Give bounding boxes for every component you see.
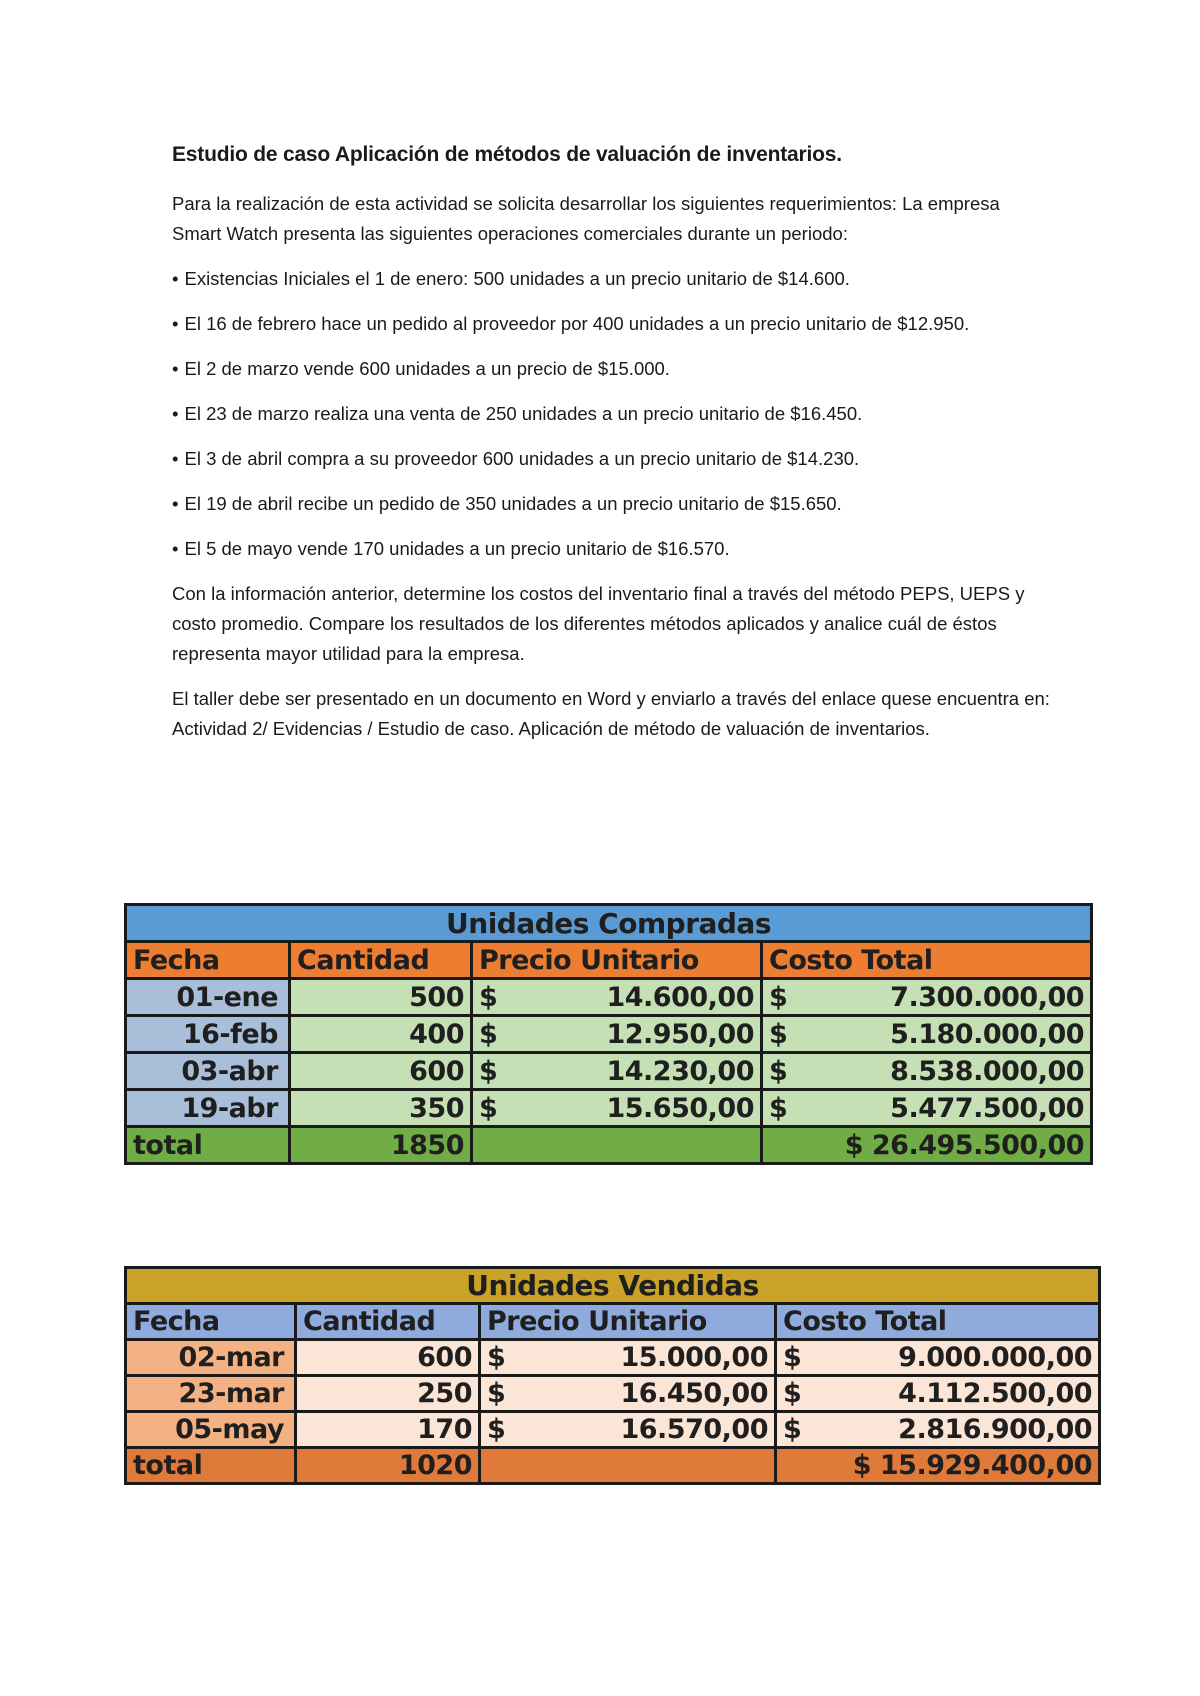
bullet-item — [172, 309, 1052, 339]
intro-paragraph: Para la realización de esta actividad se solicita desarrollar los siguientes requerimientos: La empresa Smart Watch presenta las siguientes operaciones comerciales durante un periodo: — [172, 193, 1000, 244]
bullet-icon: • — [172, 358, 179, 379]
column-header: Precio Unitario — [472, 942, 762, 979]
total-cantidad: 1020 — [296, 1448, 480, 1484]
bullet-item — [172, 399, 1052, 429]
fecha-cell: 23-mar — [126, 1376, 296, 1412]
bullet-text: El 2 de marzo vende 600 unidades a un precio de $15.000. — [184, 358, 670, 379]
currency-symbol: $ — [783, 1342, 802, 1373]
precio-cell: $ 16.570,00 — [480, 1412, 776, 1448]
cantidad-cell: 170 — [296, 1412, 480, 1448]
cantidad-cell: 600 — [296, 1340, 480, 1376]
costo-cell: $ 4.112.500,00 — [776, 1376, 1100, 1412]
total-row — [126, 1448, 1100, 1484]
column-header: Precio Unitario — [480, 1304, 776, 1340]
bullet-item — [172, 264, 1052, 294]
total-label: total — [126, 1127, 290, 1164]
currency-symbol: $ — [769, 981, 788, 1013]
total-cantidad: 1850 — [290, 1127, 472, 1164]
cantidad-cell: 600 — [290, 1053, 472, 1090]
total-row — [126, 1127, 1092, 1164]
total-label: total — [126, 1448, 296, 1484]
table-row — [126, 1053, 1092, 1090]
compradas-table — [124, 903, 1093, 1165]
bullet-item — [172, 444, 1052, 474]
bullet-item — [172, 354, 1052, 384]
costo-cell: $ 9.000.000,00 — [776, 1340, 1100, 1376]
currency-symbol: $ — [479, 981, 498, 1013]
column-header: Cantidad — [290, 942, 472, 979]
bullet-text: El 5 de mayo vende 170 unidades a un precio unitario de $16.570. — [184, 538, 730, 559]
bullet-icon: • — [172, 403, 179, 424]
fecha-cell: 01-ene — [126, 979, 290, 1016]
bullet-icon: • — [172, 448, 179, 469]
table-title: Unidades Vendidas — [126, 1268, 1100, 1304]
bullet-item — [172, 534, 1052, 564]
currency-symbol: $ — [479, 1092, 498, 1124]
analysis-paragraph: Con la información anterior, determine los costos del inventario final a través del método PEPS, UEPS y costo promedio. Compare los resultados de los diferentes métodos aplicados y analice cuál de éstos representa mayor utilidad para la empresa. — [172, 583, 1025, 664]
fecha-cell: 16-feb — [126, 1016, 290, 1053]
total-empty-cell — [472, 1127, 762, 1164]
currency-symbol: $ — [487, 1342, 506, 1373]
currency-symbol: $ — [769, 1018, 788, 1050]
bullet-icon: • — [172, 538, 179, 559]
bullet-icon: • — [172, 313, 179, 334]
column-header: Costo Total — [776, 1304, 1100, 1340]
vendidas-table — [124, 1266, 1101, 1485]
total-costo: $ 26.495.500,00 — [762, 1127, 1092, 1164]
fecha-cell: 03-abr — [126, 1053, 290, 1090]
currency-symbol: $ — [769, 1092, 788, 1124]
bullet-text: El 23 de marzo realiza una venta de 250 unidades a un precio unitario de $16.450. — [184, 403, 863, 424]
document-body — [172, 143, 1052, 759]
bullet-icon: • — [172, 493, 179, 514]
delivery-paragraph: El taller debe ser presentado en un documento en Word y enviarlo a través del enlace quese encuentra en: Actividad 2/ Evidencias / Estudio de caso. Aplicación de método de valuación de inventarios. — [172, 688, 1050, 739]
costo-cell: $ 8.538.000,00 — [762, 1053, 1092, 1090]
document-title: Estudio de caso Aplicación de métodos de valuación de inventarios. — [172, 143, 842, 166]
costo-cell: $ 7.300.000,00 — [762, 979, 1092, 1016]
table-row — [126, 1412, 1100, 1448]
cantidad-cell: 250 — [296, 1376, 480, 1412]
table-row — [126, 1016, 1092, 1053]
column-header: Fecha — [126, 942, 290, 979]
column-header: Fecha — [126, 1304, 296, 1340]
cantidad-cell: 400 — [290, 1016, 472, 1053]
currency-symbol: $ — [479, 1055, 498, 1087]
bullet-icon: • — [172, 268, 179, 289]
currency-symbol: $ — [783, 1378, 802, 1409]
cantidad-cell: 350 — [290, 1090, 472, 1127]
currency-symbol: $ — [783, 1414, 802, 1445]
table-row — [126, 1090, 1092, 1127]
bullet-text: El 3 de abril compra a su proveedor 600 unidades a un precio unitario de $14.230. — [184, 448, 860, 469]
bullet-item — [172, 489, 1052, 519]
precio-cell: $ 15.000,00 — [480, 1340, 776, 1376]
currency-symbol: $ — [479, 1018, 498, 1050]
fecha-cell: 05-may — [126, 1412, 296, 1448]
currency-symbol: $ — [769, 1055, 788, 1087]
costo-cell: $ 5.180.000,00 — [762, 1016, 1092, 1053]
table-title: Unidades Compradas — [126, 905, 1092, 942]
total-empty-cell — [480, 1448, 776, 1484]
column-header: Cantidad — [296, 1304, 480, 1340]
bullet-text: El 16 de febrero hace un pedido al proveedor por 400 unidades a un precio unitario de $12.950. — [184, 313, 970, 334]
costo-cell: $ 2.816.900,00 — [776, 1412, 1100, 1448]
currency-symbol: $ — [487, 1378, 506, 1409]
currency-symbol: $ — [487, 1414, 506, 1445]
column-header: Costo Total — [762, 942, 1092, 979]
precio-cell: $ 14.230,00 — [472, 1053, 762, 1090]
precio-cell: $ 14.600,00 — [472, 979, 762, 1016]
table-row — [126, 979, 1092, 1016]
fecha-cell: 02-mar — [126, 1340, 296, 1376]
precio-cell: $ 12.950,00 — [472, 1016, 762, 1053]
fecha-cell: 19-abr — [126, 1090, 290, 1127]
precio-cell: $ 15.650,00 — [472, 1090, 762, 1127]
costo-cell: $ 5.477.500,00 — [762, 1090, 1092, 1127]
precio-cell: $ 16.450,00 — [480, 1376, 776, 1412]
table-row — [126, 1376, 1100, 1412]
cantidad-cell: 500 — [290, 979, 472, 1016]
bullet-text: El 19 de abril recibe un pedido de 350 unidades a un precio unitario de $15.650. — [184, 493, 842, 514]
table-row — [126, 1340, 1100, 1376]
total-costo: $ 15.929.400,00 — [776, 1448, 1100, 1484]
bullet-text: Existencias Iniciales el 1 de enero: 500 unidades a un precio unitario de $14.600. — [184, 268, 850, 289]
